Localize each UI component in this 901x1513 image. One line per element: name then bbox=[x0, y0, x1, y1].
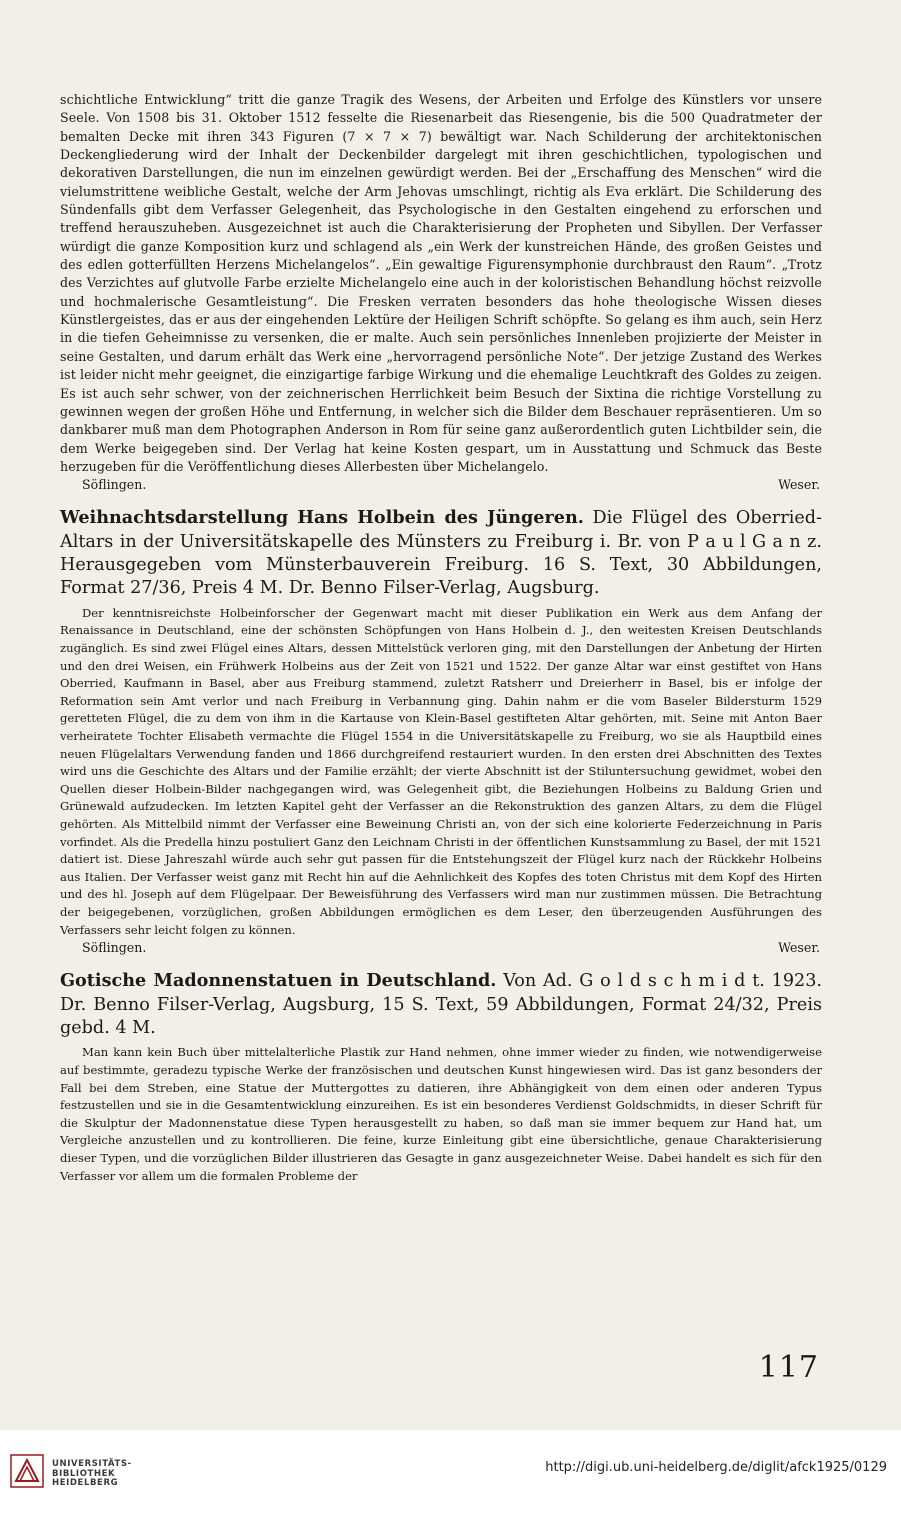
review-body: Der kenntnisreichste Holbeinforscher der Gegenwart macht mit dieser Publikation ein Werk aus dem Anfang der Renaissance in Deutschland, eine der schönsten Schöpfungen von Hans Holbein d. J., den weitesten Kreisen Deutschlands zugänglich. Es sind zwei Flügel eines Altars, dessen Mittelstück verloren ging, mit den Darstellungen der Anbetung der Hirten und den drei Weisen, ein Frühwerk Holbeins aus der Zeit von 1521 und 1522. Der ganze Altar war einst gestiftet von Hans Oberried, Kaufmann in Basel, aber aus Freiburg stammend, zuletzt Ratsherr und Dreierherr in Basel, bis er infolge der Reformation sein Amt verlor und nach Freiburg in Verbannung ging. Dahin nahm er die vom Baseler Bildersturm 1529 geretteten Flügel, die zu dem von ihm in die Kartause von Klein-Basel gestifteten Altar gehörten, mit. Seine mit Anton Baer verheiratete Tochter Elisabeth vermachte die Flügel 1554 in die Universitätskapelle zu Freiburg, wo sie als Hauptbild eines neuen Flügelaltars Verwendung fanden und 1866 durchgreifend restauriert wurden. In den ersten drei Abschnitten des Textes wird uns die Geschichte des Altars und der Familie erzählt; der vierte Abschnitt ist der Stiluntersuchung gewidmet, wobei den Quellen dieser Holbein-Bilder nachgegangen wird, was Gelegenheit gibt, die Beziehungen Holbeins zu Baldung Grien und Grünewald aufzudecken. Im letzten Kapitel geht der Verfasser an die Rekonstruktion des ganzen Altars, zu dem die Flügel gehörten. Als Mittelbild nimmt der Verfasser eine Beweinung Christi an, von der sich eine kolorierte Federzeichnung in Paris vorfindet. Als die Predella hinzu postuliert Ganz den Leichnam Christi in der öffentlichen Kunstsammlung zu Basel, der mit 1521 datiert ist. Diese Jahreszahl würde auch sehr gut passen für die Entstehungszeit der Flügel kurz nach der Rückkehr Holbeins aus Italien. Der Verfasser weist ganz mit Recht hin auf die Aehnlichkeit des Kopfes des toten Christus mit dem Kopf des Hirten und des hl. Joseph auf dem Flügelpaar. Der Beweisführung des Verfassers wird man nur zustimmen müssen. Die Betrachtung der beigegebenen, vorzüglichen, großen Abbildungen ermöglichen es dem Leser, den überzeugenden Ausführungen des Verfassers sehr leicht folgen zu können. bbox=[60, 605, 822, 937]
library-name-line: UNIVERSITÄTS- bbox=[52, 1459, 132, 1469]
heading-title: Weihnachtsdarstellung Hans Holbein des Jüngeren. bbox=[60, 507, 584, 529]
library-name-line: BIBLIOTHEK bbox=[52, 1468, 116, 1479]
heading-title: Gotische Madonnenstatuen in Deutschland. bbox=[60, 970, 497, 992]
review-heading-holbein bbox=[60, 506, 822, 601]
review-michelangelo-continuation bbox=[60, 91, 822, 1185]
library-name-line: HEIDELBERG bbox=[52, 1478, 119, 1488]
review-heading-madonnen bbox=[60, 969, 822, 1040]
review-signoff bbox=[60, 476, 822, 494]
page-number: 117 bbox=[758, 1350, 819, 1385]
heading-details: Die Flügel des Oberried-Altars in der Universitätskapelle des Münsters zu Freiburg i. Br. von P a u l G a n z. Herausgegeben vom Münsterbauverein Freiburg. 16 S. Text, 30 Abbildungen, Format 27/36, Preis 4 M. Dr. Benno Filser-Verlag, Augsburg. bbox=[60, 508, 822, 599]
review-place: Söflingen. bbox=[82, 940, 147, 956]
review-place: Söflingen. bbox=[82, 477, 147, 493]
source-url-link[interactable]: http://digi.ub.uni-heidelberg.de/diglit/afck1925/0129 bbox=[545, 1460, 887, 1475]
review-author: Weser. bbox=[778, 477, 820, 493]
review-body: schichtliche Entwicklung“ tritt die ganze Tragik des Wesens, der Arbeiten und Erfolge des Künstlers vor unsere Seele. Von 1508 bis 31. Oktober 1512 fesselte die Riesenarbeit das Riesengenie, bis die 500 Quadratmeter der bemalten Decke mit ihren 343 Figuren (7 × 7 × 7) bewältigt war. Nach Schilderung der architektonischen Deckengliederung wird der Inhalt der Deckenbilder dargelegt mit ihren geschichtlichen, typologischen und dekorativen Darstellungen, die nun im einzelnen gewürdigt werden. Bei der „Erschaffung des Menschen“ wird die vielumstrittene weibliche Gestalt, welche der Arm Jehovas umschlingt, richtig als Eva erklärt. Die Schilderung des Sündenfalls gibt dem Verfasser Gelegenheit, das Psychologische in den Gestalten eingehend zu erforschen und treffend herauszuheben. Ausgezeichnet ist auch die Charakterisierung der Propheten und Sibyllen. Der Verfasser würdigt die ganze Komposition kurz und schlagend als „ein Werk der kunstreichen Hände, des großen Geistes und des edlen gotterfüllten Herzens Michelangelos“. „Ein gewaltige Figurensymphonie durchbraust den Raum“. „Trotz des Verzichtes auf glutvolle Farbe erzielte Michelangelo eine auch in der koloristischen Behandlung höchst reizvolle und hochmalerische Gesamtleistung“. Die Fresken verraten besonders das hohe theologische Wissen dieses Künstlergeistes, das er aus der eingehenden Lektüre der Heiligen Schrift schöpfte. So gelang es ihm auch, sein Herz in die tiefen Geheimnisse zu versenken, die er malte. Auch sein persönliches Innenleben projizierte der Meister in seine Gestalten, und darum erhält das Werk eine „hervorragend persönliche Note“. Der jetzige Zustand des Werkes ist leider nicht mehr geeignet, die einzigartige farbige Wirkung und die ehemalige Leuchtkraft des Goldes zu zeigen. Es ist auch sehr schwer, von der zeichnerischen Herrlichkeit beim Besuch der Sixtina die richtige Vorstellung zu gewinnen wegen der großen Höhe und Entfernung, in welcher sich die Bilder dem Beschauer repräsentieren. Um so dankbarer muß man dem Photographen Anderson in Rom für seine ganz außerordentlich guten Lichtbilder sein, die dem Werke beigegeben sind. Der Verlag hat keine Kosten gespart, um in Ausstattung und Schmuck das Beste herzugeben für die Veröffentlichung dieses Allerbesten über Michelangelo. bbox=[60, 92, 822, 474]
library-name bbox=[52, 1460, 132, 1489]
review-body: Man kann kein Buch über mittelalterliche Plastik zur Hand nehmen, ohne immer wieder zu finden, wie notwendigerweise auf bestimmte, geradezu typische Werke der französischen und deutschen Kunst hingewiesen wird. Das ist ganz besonders der Fall bei dem Streben, eine Statue der Muttergottes zu datieren, ihre Abhängigkeit von dem einen oder anderen Typus festzustellen und sie in die Gesamtentwicklung einzureihen. Es ist ein besonderes Verdienst Goldschmidts, in dieser Schrift für die Skulptur der Madonnenstatue diese Typen herausgestellt zu haben, so daß man sie immer bequem zur Hand hat, um Vergleiche anzustellen und zu kontrollieren. Die feine, kurze Einleitung gibt eine übersichtliche, genaue Charakterisierung dieser Typen, und die vorzüglichen Bilder illustrieren das Gesagte in ganz ausgezeichneter Weise. Dabei handelt es sich für den Verfasser vor allem um die formalen Probleme der bbox=[60, 1045, 822, 1183]
library-logo-icon bbox=[10, 1454, 44, 1488]
heading-details: Von Ad. G o l d s c h m i d t. 1923. Dr. Benno Filser-Verlag, Augsburg, 15 S. Text, 59 Abbildungen, Format 24/32, Preis gebd. 4 M. bbox=[60, 971, 822, 1038]
review-signoff bbox=[60, 939, 822, 957]
review-author: Weser. bbox=[778, 940, 820, 956]
